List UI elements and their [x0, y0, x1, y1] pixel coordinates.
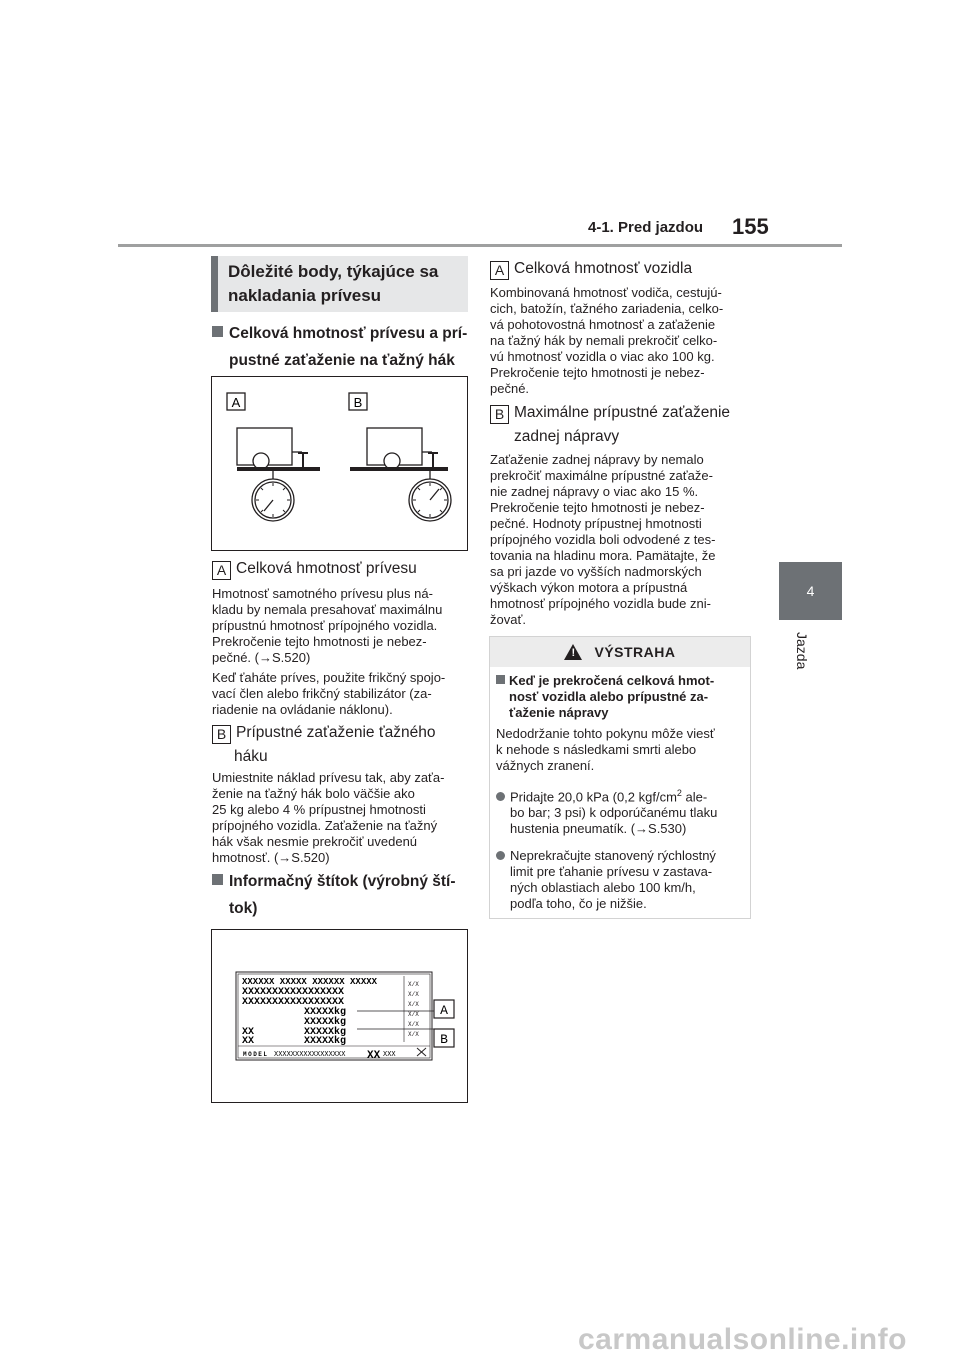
text-line: Nedodržanie tohto pokynu môže viesť [496, 726, 715, 741]
text-line: prípojného vozidla boli odvodené z tes- [490, 532, 716, 547]
section-title: 4-1. Pred jazdou [588, 219, 704, 236]
figure-label-b: B [353, 395, 363, 410]
topic-title-box [211, 256, 468, 312]
right-item-a-heading [490, 258, 692, 280]
item-b-paragraph [212, 770, 470, 866]
text-line: tovania na hladinu mora. Pamätajte, že [490, 548, 716, 563]
label-row: XXXXXkg [304, 1027, 347, 1038]
heading-line: Celková hmotnosť prívesu a prí- [229, 325, 468, 342]
svg-text:X/X: X/X [408, 1011, 419, 1018]
right-item-a-title: Celková hmotnosť vozidla [514, 260, 693, 277]
text-line: žovať. [490, 612, 526, 627]
text-line: 25 kg alebo 4 % prípustnej hmotnosti [212, 802, 426, 817]
page-ref-link[interactable]: pečné. (→S.520) [212, 650, 311, 665]
square-bullet-icon [212, 874, 223, 885]
label-row: XXXXXXXXXXXXXXXXX [242, 997, 345, 1008]
item-a-title: Celková hmotnosť prívesu [236, 560, 417, 577]
label-model-suffix: XX [367, 1050, 381, 1062]
right-item-b-paragraph [490, 452, 755, 628]
text-line: hák však nesmie prekročiť uvedenú [212, 834, 418, 849]
header-divider [118, 244, 842, 247]
warning-title: VÝSTRAHA [594, 644, 676, 660]
heading-line: pustné zaťaženie na ťažný hák [229, 352, 455, 369]
chapter-tab[interactable] [779, 562, 842, 620]
right-item-b-title: zadnej nápravy [514, 428, 620, 445]
text-line: Hmotnosť samotného prívesu plus ná- [212, 586, 433, 601]
text-line: pečné. [490, 381, 530, 396]
svg-text:X/X: X/X [408, 1021, 419, 1028]
square-bullet-icon [496, 675, 505, 684]
text-line: Keď ťaháte príves, použite frikčný spojo- [212, 670, 446, 685]
text-line: Neprekračujte stanovený rýchlostný [510, 848, 716, 863]
text-line: ale- [681, 789, 708, 805]
topic-title-line: Dôležité body, týkajúce sa [228, 262, 439, 281]
text-line: prípojného vozidla. Zaťaženie na ťažný [212, 818, 438, 833]
text-line: pečné. Hodnoty prípustnej hmotnosti [490, 516, 702, 531]
label-left-code: XX [242, 1027, 255, 1038]
text-line: k nehode s následkami smrti alebo [496, 742, 697, 757]
warning-intro [496, 726, 748, 774]
item-a-heading [212, 558, 417, 580]
heading-line: Informačný štítok (výrobný ští- [229, 873, 456, 890]
text-line: Prekročenie tejto hmotnosti je nebez- [212, 634, 427, 649]
label-row: XXXXXkg [304, 1036, 347, 1047]
warning-bullet-speed [496, 848, 750, 912]
text-line: Prekročenie tejto hmotnosti je nebez- [490, 500, 705, 515]
text-line: ťaženie nápravy [509, 705, 609, 720]
watermark-text[interactable]: carmanualsonline.info [578, 1323, 907, 1356]
label-model-value: XXXXXXXXXXXXXXXXX [274, 1051, 346, 1059]
svg-text:X/X: X/X [408, 1001, 419, 1008]
text-line: limit pre ťahanie prívesu v zastava- [510, 864, 713, 879]
text-line: ných oblastiach alebo 100 km/h, [510, 880, 696, 895]
label-model-caption: MODEL [243, 1051, 269, 1058]
item-b-title: háku [234, 748, 268, 765]
warning-triangle-icon: ! [564, 644, 582, 660]
item-a-paragraph [212, 586, 470, 718]
text-line: vú hmotnosť vozidla o viac ako 100 kg. [490, 349, 715, 364]
text-line: cich, batožín, ťažného zariadenia, celko- [490, 301, 724, 316]
letter-badge-b: B [212, 725, 231, 744]
text-line: prípustnú hmotnosť prípojného vozidla. [212, 618, 438, 633]
page-ref-link[interactable]: hmotnosť. (→S.520) [212, 850, 330, 865]
text-line: Pridajte 20,0 kPa (0,2 kgf/cm [510, 789, 677, 805]
section-heading-weights [212, 322, 467, 373]
text-line: bo bar; 3 psi) k odporúčanému tlaku [510, 805, 718, 821]
svg-text:X/X: X/X [408, 1031, 419, 1038]
text-line: Keď je prekročená celková hmot- [509, 673, 715, 688]
letter-badge-b: B [490, 405, 509, 424]
text-line: na ťažný hák by nemali prekročiť celko- [490, 333, 718, 348]
text-line: sa pri jazde vo vyšších nadmorských [490, 564, 702, 579]
text-line: Kombinovaná hmotnosť vodiča, cestujú- [490, 285, 722, 300]
right-item-b-heading [490, 402, 730, 447]
text-line: nosť vozidla alebo prípustné za- [509, 689, 709, 704]
superscript: 2 [676, 788, 682, 798]
page-ref-link[interactable]: hustenia pneumatík. (→S.530) [510, 821, 687, 837]
text-line: Prekročenie tejto hmotnosti je nebez- [490, 365, 705, 380]
page-number: 155 [732, 214, 769, 239]
manufacturer-label-illustration [212, 930, 467, 1102]
letter-badge-a: A [490, 261, 509, 280]
text-line: vá pohotovostná hmotnosť a zaťaženie [490, 317, 716, 332]
info-label-figure [211, 929, 468, 1103]
text-line: Umiestnite náklad prívesu tak, aby zaťa- [212, 770, 445, 785]
figure-label-a: A [231, 395, 241, 410]
section-heading-label [212, 870, 456, 921]
chapter-label: Jazda [794, 632, 810, 670]
item-b-title: Prípustné zaťaženie ťažného [236, 724, 436, 741]
text-line: vážnych zranení. [496, 758, 595, 773]
text-line: podľa toho, čo je nižšie. [510, 896, 647, 911]
svg-text:X/X: X/X [408, 981, 419, 988]
label-row: XXXXXkg [304, 1007, 347, 1018]
label-model-suffix: XXX [383, 1051, 396, 1059]
text-line: ženie na ťažný hák bolo väčšie ako [212, 786, 415, 801]
round-bullet-icon [496, 851, 505, 860]
label-row: XXXXXXXXXXXXXXXXX [242, 987, 345, 998]
square-bullet-icon [212, 326, 223, 337]
text-line: vací člen alebo frikčný stabilizátor (za- [212, 686, 432, 701]
text-line: nie zadnej nápravy o viac ako 15 %. [490, 484, 699, 499]
warning-header [490, 637, 750, 667]
text-line: kladu by nemala presahovať maximálnu [212, 602, 443, 617]
label-row: XXXXXX XXXXX XXXXXX XXXXX [242, 977, 378, 987]
svg-text:X/X: X/X [408, 991, 419, 998]
text-line: hmotnosť prípojného vozidla bude zni- [490, 596, 711, 611]
figure-label-b: B [440, 1032, 448, 1047]
right-item-b-title: Maximálne prípustné zaťaženie [514, 404, 731, 421]
trailer-weight-figure [211, 376, 468, 551]
heading-line: tok) [229, 900, 258, 917]
topic-title-line: nakladania prívesu [228, 286, 382, 305]
trailer-weight-illustration [212, 377, 467, 550]
text-line: riadenie na ovládanie náklonu). [212, 702, 393, 717]
right-item-a-paragraph [490, 285, 755, 397]
item-b-heading [212, 722, 435, 767]
warning-subheading [496, 673, 748, 721]
text-line: Zaťaženie zadnej nápravy by nemalo [490, 452, 704, 467]
chapter-number: 4 [806, 583, 815, 599]
label-row: XXXXXkg [304, 1017, 347, 1028]
letter-badge-a: A [212, 561, 231, 580]
warning-bullet-pressure [496, 785, 750, 837]
label-left-code: XX [242, 1036, 255, 1047]
text-line: prekročiť maximálne prípustné zaťaže- [490, 468, 713, 483]
figure-label-a: A [440, 1003, 448, 1018]
text-line: výškach výkon motora a prípustná [490, 580, 688, 595]
round-bullet-icon [496, 792, 505, 801]
